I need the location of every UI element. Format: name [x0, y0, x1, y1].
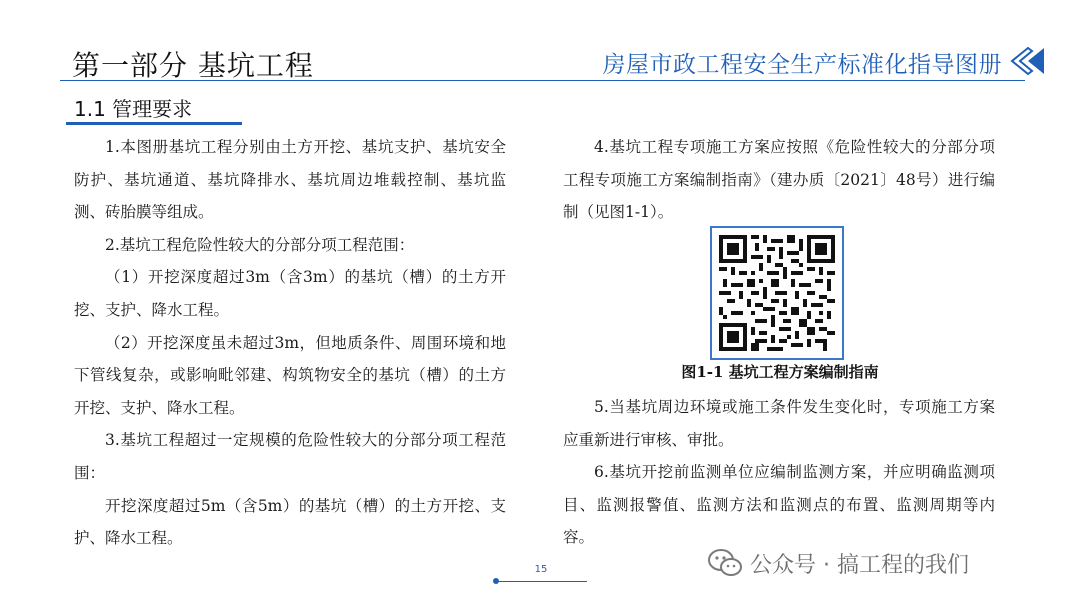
page-number: 15 — [534, 564, 548, 575]
subsection-underline — [66, 122, 242, 125]
paragraph: 4.基坑工程专项施工方案应按照《危险性较大的分部分项工程专项施工方案编制指南》（建办质〔2021〕48号）进行编制（见图1-1）。 — [563, 138, 995, 222]
right-column-bottom — [563, 391, 995, 554]
paragraph: （1）开挖深度超过3m（含3m）的基坑（槽）的土方开挖、支护、降水工程。 — [74, 268, 506, 319]
wechat-icon — [708, 548, 742, 578]
figure-1-1 — [700, 226, 852, 360]
paragraph: 5.当基坑周边环境或施工条件发生变化时，专项施工方案应重新进行审核、审批。 — [563, 398, 995, 449]
header-divider — [60, 80, 1025, 81]
subsection-title: 1.1 管理要求 — [74, 97, 193, 121]
left-column — [74, 131, 506, 555]
figure-caption: 图1-1 基坑工程方案编制指南 — [681, 363, 879, 381]
footer-divider — [495, 581, 587, 582]
paragraph: 6.基坑开挖前监测单位应编制监测方案，并应明确监测项目、监测报警值、监测方法和监测点的布置、监测周期等内容。 — [563, 463, 995, 547]
paragraph: 开挖深度超过5m（含5m）的基坑（槽）的土方开挖、支护、降水工程。 — [74, 496, 506, 548]
paragraph: （2）开挖深度虽未超过3m，但地质条件、周围环境和地下管线复杂，或影响毗邻建、构筑物安全的基坑（槽）的土方开挖、支护、降水工程。 — [74, 333, 506, 417]
right-column-top — [563, 131, 995, 229]
double-chevron-left-icon — [1006, 46, 1046, 76]
qr-code-icon — [719, 235, 835, 351]
paragraph: 2.基坑工程危险性较大的分部分项工程范围： — [105, 235, 415, 254]
qr-code-frame — [710, 226, 844, 360]
page-header — [0, 0, 1080, 90]
paragraph: 1.本图册基坑工程分别由土方开挖、基坑支护、基坑安全防护、基坑通道、基坑降排水、基坑周边堆载控制、基坑监测、砖胎膜等组成。 — [74, 138, 506, 222]
watermark-text: 公众号 · 搞工程的我们 — [750, 552, 969, 578]
book-title: 房屋市政工程安全生产标准化指导图册 — [602, 52, 1002, 78]
watermark — [708, 545, 969, 581]
paragraph: 3.基坑工程超过一定规模的危险性较大的分部分项工程范围： — [74, 431, 506, 482]
section-title: 第一部分 基坑工程 — [72, 49, 314, 82]
